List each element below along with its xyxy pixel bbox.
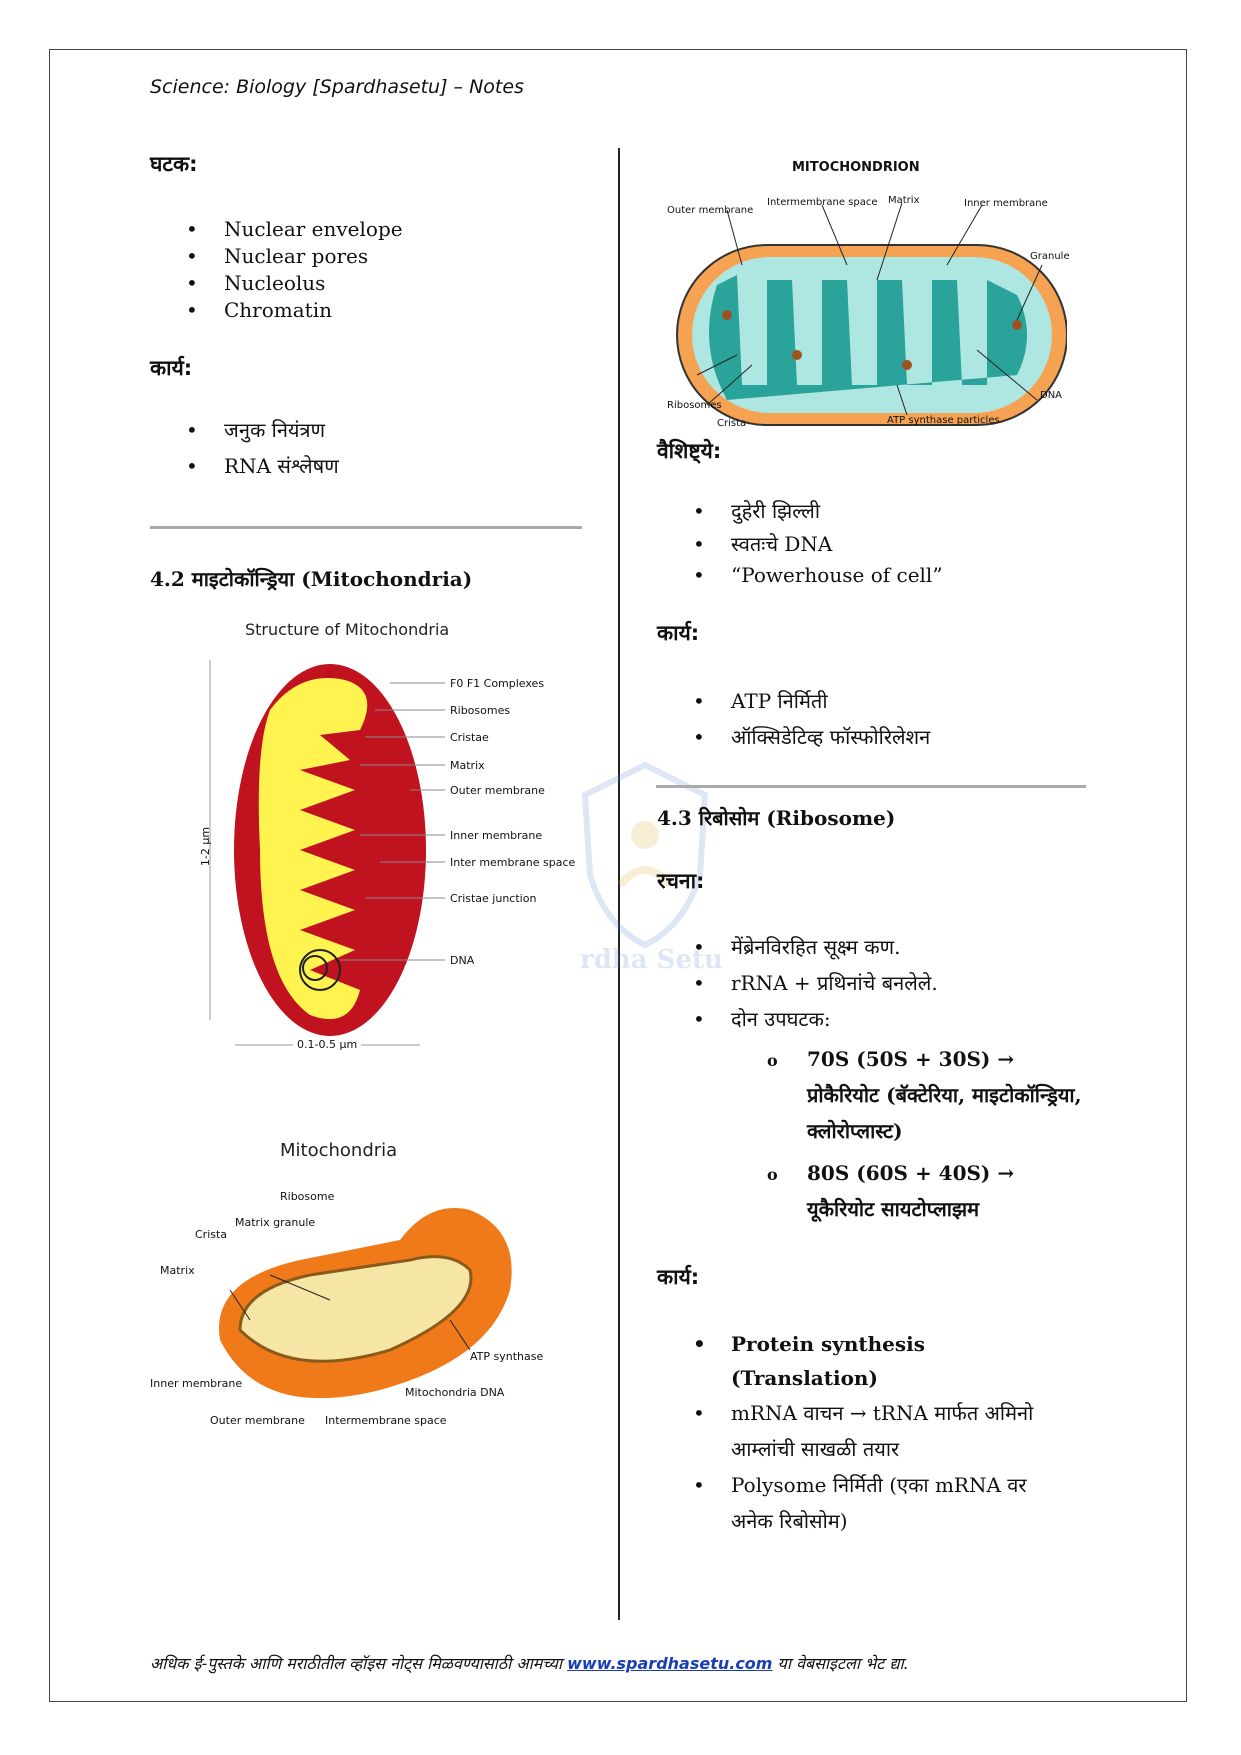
label-ribosomes: Ribosomes (667, 400, 722, 411)
label-crista: Crista (195, 1228, 228, 1241)
figure-mitochondria-3d (150, 1140, 580, 1440)
components-list (150, 216, 580, 324)
label-granule: Granule (1030, 251, 1070, 262)
list-item: • दुहेरी झिल्ली (731, 495, 1097, 528)
figure-title: Mitochondria (280, 1140, 398, 1161)
list-item: • Chromatin (224, 297, 580, 324)
label-mitochondria-dna: Mitochondria DNA (405, 1386, 505, 1399)
list-item: • दोन उपघटक: (731, 1001, 1097, 1037)
right-column (657, 150, 1097, 1539)
list-item: • ATP निर्मिती (731, 683, 1097, 719)
list-item: • Polysome निर्मिती (एका mRNA वर अनेक रिबोसोम) (731, 1467, 1051, 1539)
label-intermembrane-space: Intermembrane space (325, 1414, 447, 1427)
functions-heading: कार्य: (150, 356, 193, 380)
label-matrix: Matrix (450, 759, 485, 772)
list-item: • जनुक नियंत्रण (224, 412, 580, 448)
label-cristae: Cristae (450, 731, 489, 744)
label-cristae-junction: Cristae junction (450, 892, 537, 905)
functions2-heading: कार्य: (657, 1265, 700, 1289)
structure-list (657, 929, 1097, 1037)
label-dna: DNA (1040, 390, 1063, 401)
watermark-text: rdha Setu (580, 945, 723, 975)
figure-structure-of-mitochondria (150, 620, 580, 1090)
section-title-ribosome: 4.3 रिबोसोम (Ribosome) (657, 806, 896, 830)
left-column (150, 150, 580, 1440)
section-divider (656, 785, 1086, 788)
label-inner-membrane: Inner membrane (450, 829, 543, 842)
label-dna: DNA (450, 954, 475, 967)
width-label: 0.1-0.5 μm (293, 1038, 361, 1051)
list-item: • “Powerhouse of cell” (731, 561, 1097, 589)
label-crista: Crista (717, 418, 747, 429)
label-ribosome: Ribosome (280, 1190, 335, 1203)
list-item: • स्वतःचे DNA (731, 528, 1097, 561)
list-item: • RNA संश्लेषण (224, 448, 580, 484)
label-inter-membrane-space: Inter membrane space (450, 856, 576, 869)
label-atp-synthase-particles: ATP synthase particles (887, 415, 1000, 426)
list-item: • ऑक्सिडेटिव्ह फॉस्फोरिलेशन (731, 719, 1097, 755)
mitochondrion-diagram (647, 185, 1067, 435)
label-outer-membrane: Outer membrane (450, 784, 545, 797)
length-label: 1-2 μm (199, 826, 213, 867)
features-heading: वैशिष्ट्ये: (657, 439, 722, 463)
label-atp-synthase: ATP synthase (470, 1350, 544, 1363)
list-item: • Protein synthesis (Translation) (731, 1327, 1051, 1395)
functions-list (150, 412, 580, 484)
mitochondria-3d-diagram (150, 1170, 580, 1440)
list-item: • rRNA + प्रथिनांचे बनलेले. (731, 965, 1097, 1001)
components-heading: घटक: (150, 152, 198, 176)
figure-title: Structure of Mitochondria (245, 620, 450, 639)
list-item: • मेंब्रेनविरहित सूक्ष्म कण. (731, 929, 1097, 965)
ribosome-types-list (657, 1041, 1087, 1227)
label-matrix-granule: Matrix granule (235, 1216, 316, 1229)
website-link[interactable]: www.spardhasetu.com (567, 1654, 773, 1673)
label-inner-membrane: Inner membrane (150, 1377, 243, 1390)
figure-title: MITOCHONDRION (792, 160, 920, 175)
list-item: o 70S (50S + 30S) → प्रोकैरियोट (बॅक्टेरिया, माइटोकॉन्ड्रिया, क्लोरोप्लास्ट) (807, 1041, 1087, 1149)
page-footer (150, 1652, 1090, 1674)
structure-heading: रचना: (657, 869, 705, 893)
footer-text-post: या वेबसाइटला भेट द्या. (772, 1654, 909, 1673)
list-item: • Nuclear envelope (224, 216, 580, 243)
footer-text-pre: अधिक ई-पुस्तके आणि मराठीतील व्हॉइस नोट्स मिळवण्यासाठी आमच्या (150, 1654, 568, 1673)
section-divider (150, 526, 582, 529)
label-f0f1: F0 F1 Complexes (450, 677, 545, 690)
list-item: • mRNA वाचन → tRNA मार्फत अमिनो आम्लांची साखळी तयार (731, 1395, 1051, 1467)
features-list (657, 495, 1097, 589)
label-inner-membrane: Inner membrane (964, 198, 1048, 209)
label-matrix: Matrix (160, 1264, 195, 1277)
page-header: Science: Biology [Spardhasetu] – Notes (150, 76, 524, 98)
label-outer-membrane: Outer membrane (667, 205, 754, 216)
list-item: • Nucleolus (224, 270, 580, 297)
functions-heading: कार्य: (657, 621, 700, 645)
functions2-list (657, 1327, 1051, 1539)
functions-list (657, 683, 1097, 755)
label-matrix: Matrix (888, 195, 920, 206)
label-outer-membrane: Outer membrane (210, 1414, 305, 1427)
figure-mitochondrion (647, 150, 1070, 440)
mitochondria-structure-diagram (150, 650, 580, 1090)
list-item: o 80S (60S + 40S) → यूकैरियोट सायटोप्लाझम (807, 1155, 1087, 1227)
section-title-mitochondria: 4.2 माइटोकॉन्ड्रिया (Mitochondria) (150, 567, 473, 591)
label-ribosomes: Ribosomes (450, 704, 511, 717)
list-item: • Nuclear pores (224, 243, 580, 270)
label-intermembrane-space: Intermembrane space (767, 197, 878, 208)
